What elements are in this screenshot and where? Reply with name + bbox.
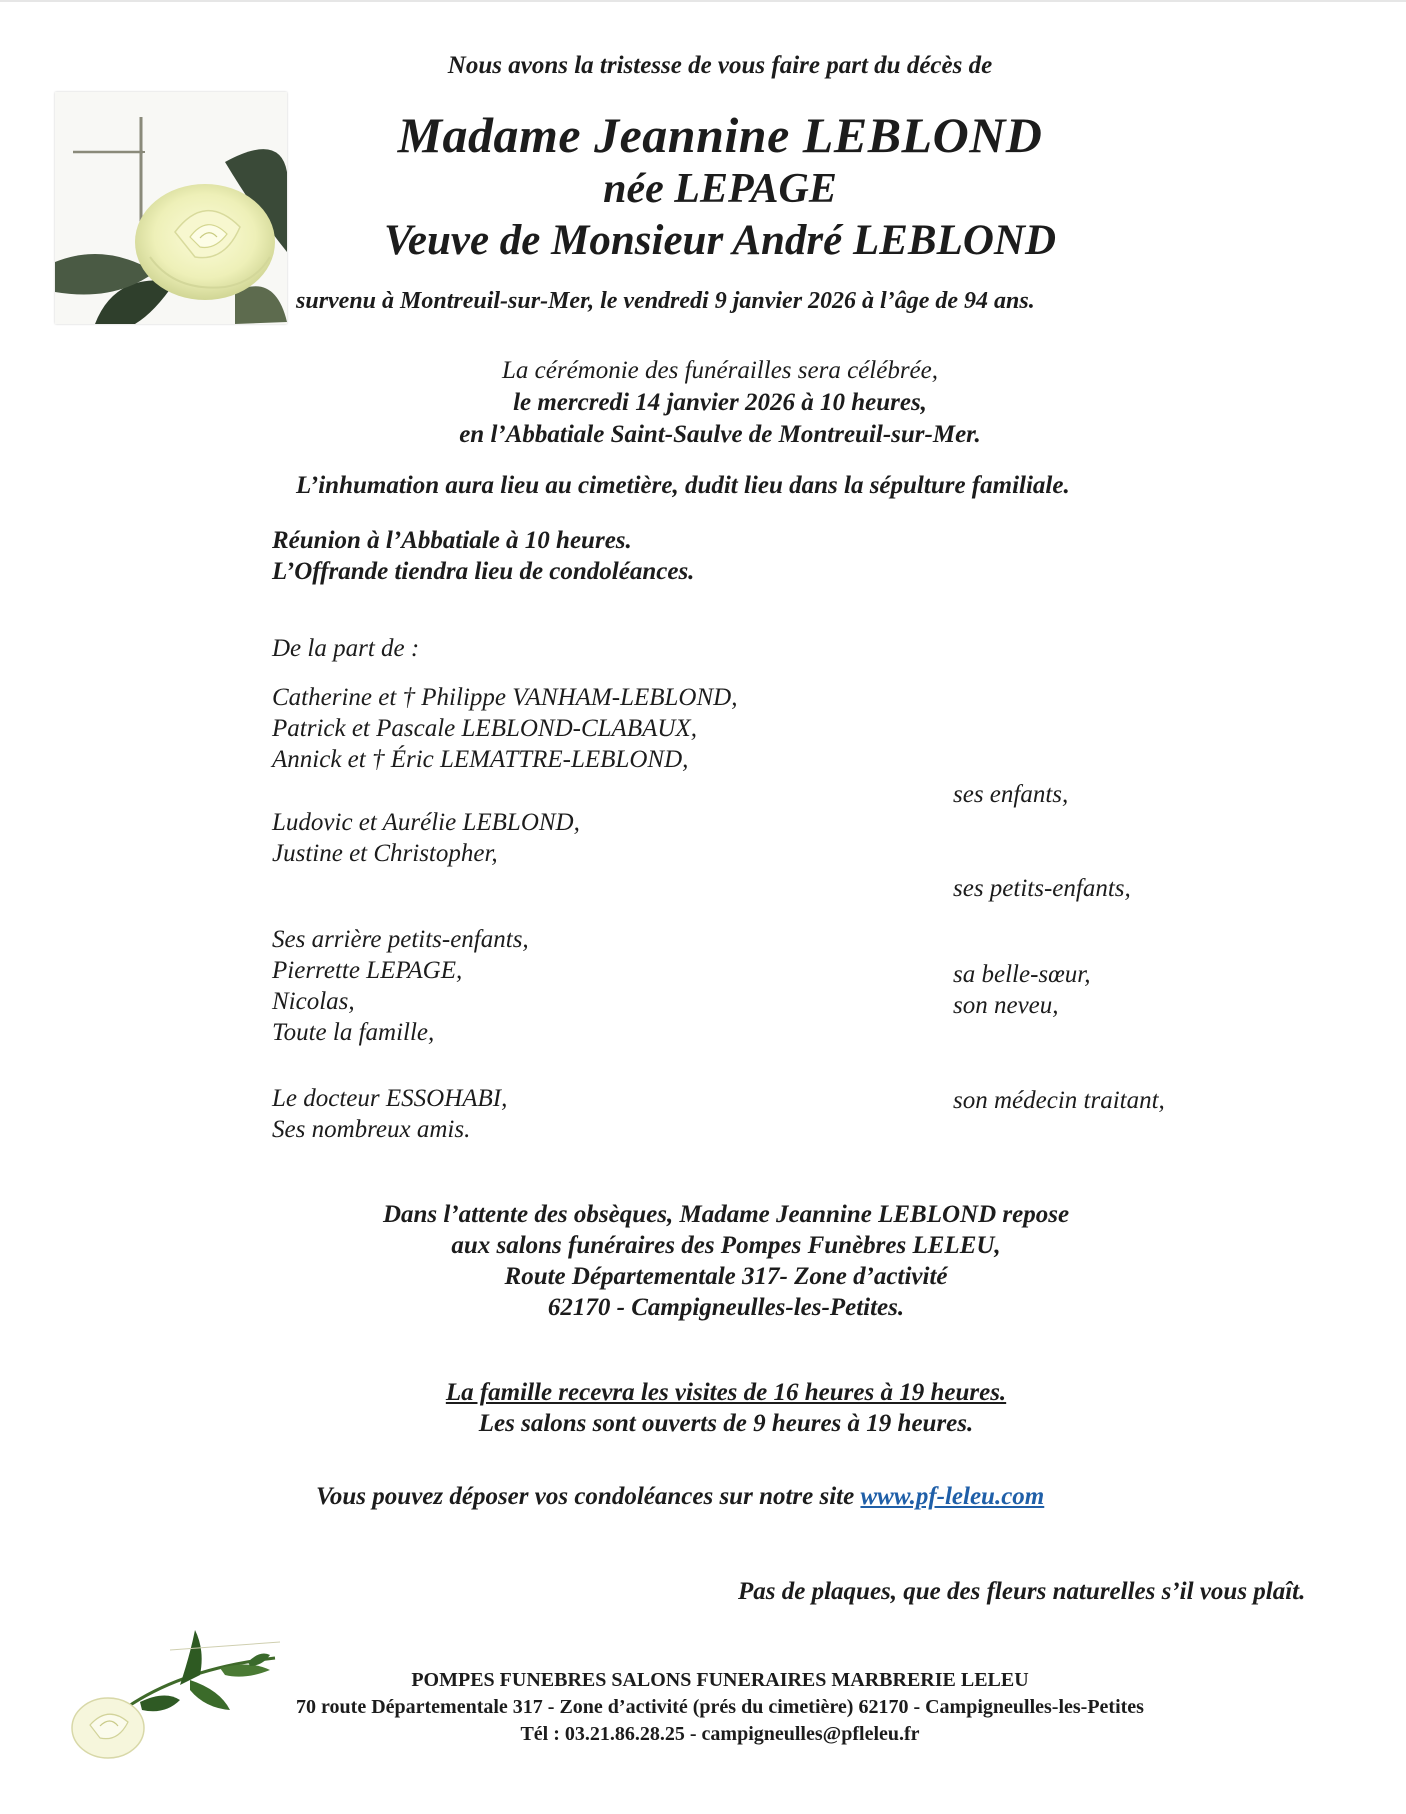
list-item: Ses arrière petits-enfants, xyxy=(272,926,529,953)
ceremony-line-1: La cérémonie des funérailles sera célébrée, xyxy=(502,357,938,384)
website-link[interactable]: www.pf-leleu.com xyxy=(860,1483,1045,1510)
scan-edge xyxy=(0,0,1406,2)
footer xyxy=(0,1667,1406,1748)
list-item: Annick et † Éric LEMATTRE-LEBLOND, xyxy=(272,746,689,773)
footer-company: POMPES FUNEBRES SALONS FUNERAIRES MARBRERIE LELEU xyxy=(411,1669,1029,1691)
footer-address: 70 route Départementale 317 - Zone d’activité (prés du cimetière) 62170 - Campigneulles-les-Petites xyxy=(296,1696,1144,1718)
list-item: Ses nombreux amis. xyxy=(272,1116,471,1143)
children-list xyxy=(272,682,737,775)
reunion-text: Réunion à l’Abbatiale à 10 heures. xyxy=(272,527,632,554)
inhumation-text: L’inhumation aura lieu au cimetière, dudit lieu dans la sépulture familiale. xyxy=(296,472,1070,499)
list-item: Nicolas, xyxy=(272,988,355,1015)
visits-text: La famille recevra les visites de 16 heures à 19 heures. xyxy=(445,1379,1007,1406)
salons-block xyxy=(0,1199,1406,1323)
intro-text: Nous avons la tristesse de vous faire part du décès de xyxy=(447,52,993,79)
condoleances-line xyxy=(316,1483,1044,1511)
salons-line-3: Route Départementale 317- Zone d’activité xyxy=(504,1263,948,1290)
doctor-role: son médecin traitant, xyxy=(953,1087,1165,1114)
maiden-name: née LEPAGE xyxy=(603,166,837,212)
belle-soeur-role: sa belle-sœur, xyxy=(953,961,1091,988)
death-details: survenu à Montreuil-sur-Mer, le vendredi 9 janvier 2026 à l’âge de 94 ans. xyxy=(296,288,1035,314)
salons-line-2: aux salons funéraires des Pompes Funèbres LELEU, xyxy=(451,1232,1001,1259)
grandchildren-role: ses petits-enfants, xyxy=(953,875,1131,902)
list-item: Patrick et Pascale LEBLOND-CLABAUX, xyxy=(272,715,697,742)
list-item: Pierrette LEPAGE, xyxy=(272,957,463,984)
salons-line-1: Dans l’attente des obsèques, Madame Jeannine LEBLOND repose xyxy=(382,1201,1070,1228)
others-list xyxy=(272,924,529,1048)
list-item: Justine et Christopher, xyxy=(272,840,498,867)
widow-of: Veuve de Monsieur André LEBLOND xyxy=(383,217,1057,264)
family-intro: De la part de : xyxy=(272,635,420,662)
doctor-friends-list xyxy=(272,1083,507,1145)
ceremony-line-3: en l’Abbatiale Saint-Saulve de Montreuil-sur-Mer. xyxy=(459,421,981,448)
offrande-text: L’Offrande tiendra lieu de condoléances. xyxy=(272,558,695,585)
list-item: Le docteur ESSOHABI, xyxy=(272,1085,508,1112)
list-item: Toute la famille, xyxy=(272,1019,435,1046)
deceased-name: Madame Jeannine LEBLOND xyxy=(397,107,1043,163)
plaques-text: Pas de plaques, que des fleurs naturelles s’il vous plaît. xyxy=(738,1578,1306,1605)
salons-line-4: 62170 - Campigneulles-les-Petites. xyxy=(547,1294,905,1321)
children-role: ses enfants, xyxy=(953,781,1069,808)
footer-contact: Tél : 03.21.86.28.25 - campigneulles@pfleleu.fr xyxy=(520,1723,920,1745)
visits-block xyxy=(0,1377,1406,1439)
neveu-role: son neveu, xyxy=(953,992,1059,1019)
condoleances-text: Vous pouvez déposer vos condoléances sur notre site xyxy=(316,1483,855,1510)
hours-text: Les salons sont ouverts de 9 heures à 19 heures. xyxy=(478,1410,974,1437)
list-item: Catherine et † Philippe VANHAM-LEBLOND, xyxy=(272,684,738,711)
list-item: Ludovic et Aurélie LEBLOND, xyxy=(272,809,580,836)
grandchildren-list xyxy=(272,807,580,869)
ceremony-line-2: le mercredi 14 janvier 2026 à 10 heures, xyxy=(513,389,927,416)
